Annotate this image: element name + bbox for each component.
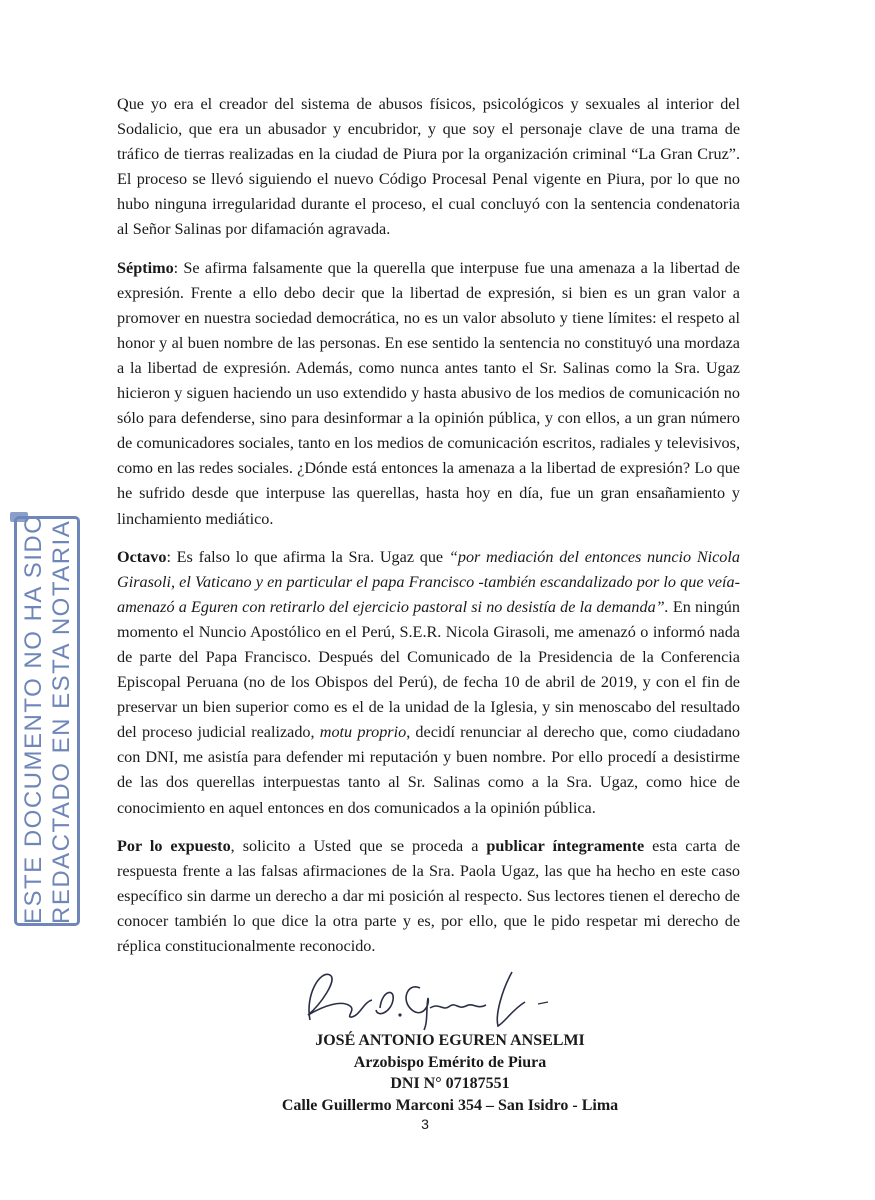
emphasis-text: publicar íntegramente [486, 836, 645, 855]
stamp-line-1: ESTE DOCUMENTO NO HA SIDO [20, 513, 47, 924]
paragraph-text: Que yo era el creador del sistema de abusos físicos, psicológicos y sexuales al interior del Sodalicio, que era un abusador y encubridor, y que soy el personaje clave de una trama de tráfico de tierras realizadas en la ciudad de Piura por la organización criminal “La Gran Cruz”. El proceso se llevó siguiendo el nuevo Código Procesal Penal vigente en Piura, por lo que no hubo ninguna irregularidad durante el proceso, el cual concluyó con la sentencia condenatoria al Señor Salinas por difamación agravada. [117, 95, 740, 239]
paragraph-text: : Se afirma falsamente que la querella que interpuse fue una amenaza a la libertad de expresión. Frente a ello debo decir que la libertad de expresión, si bien es un gran valor a promover en nuestra sociedad democrática, no es un valor absoluto y tiene límites: el respeto al honor y al buen nombre de las personas. En ese sentido la sentencia no constituyó una mordaza a la libertad de expresión. Además, como nunca antes tanto el Sr. Salinas como la Sra. Ugaz hicieron y siguen haciendo un uso extendido y hasta abusivo de los medios de comunicación no sólo para defenderse, sino para desinformar a la opinión pública, y con ellos, a un gran número de comunicadores sociales, tanto en los medios de comunicación escritos, radiales y televisivos, como en las redes sociales. ¿Dónde está entonces la amenaza a la libertad de expresión? Lo que he sufrido desde que interpuse las querellas, hasta hoy en día, fue un gran ensañamiento y linchamiento mediático. [117, 258, 740, 528]
section-label: Octavo [117, 547, 167, 566]
signer-address: Calle Guillermo Marconi 354 – San Isidro - Lima [281, 1096, 619, 1114]
signature-block [200, 1030, 700, 1116]
page-number: 3 [421, 1116, 429, 1132]
signer-dni: DNI N° 07187551 [390, 1075, 510, 1092]
notary-stamp [14, 513, 80, 926]
paragraph-continuation [117, 92, 740, 243]
stamp-line-2: REDACTADO EN ESTA NOTARIA [48, 519, 75, 924]
paragraph-conclusion [117, 834, 740, 959]
handwritten-signature [290, 960, 560, 1040]
latin-phrase: motu proprio [319, 723, 407, 742]
section-label: Séptimo [117, 258, 174, 277]
quoted-text: “por mediación del entonces nuncio Nicola Girasoli, el Vaticano y en particular el papa Francisco -también escandalizado por lo que veía- amenazó a Eguren con retirarlo del ejercicio pastoral si no desistía de la demanda”. [117, 547, 740, 616]
paragraph-septimo [117, 256, 740, 532]
paragraph-octavo [117, 545, 740, 821]
paragraph-text: , decidí renunciar al derecho que, como ciudadano con DNI, me asistía para defender mi reputación y buen nombre. Por ello procedí a desistirme de las dos querellas interpuestas tanto al Sr. Salinas como a la Sra. Ugaz, como hice de conocimiento en aquel entonces en dos comunicados a la opinión pública. [117, 723, 741, 817]
signer-title: Arzobispo Emérito de Piura [353, 1053, 547, 1071]
signer-name: JOSÉ ANTONIO EGUREN ANSELMI [315, 1032, 585, 1049]
paragraph-text: esta carta de respuesta frente a las falsas afirmaciones de la Sra. Paola Ugaz, las que ha hecho en este caso específico sin darme un derecho a dar mi posición al respecto. Sus lectores tienen el derecho de conocer también lo que dice la otra parte y es, por ello, que le pido respetar mi derecho de réplica constitucionalmente reconocido. [117, 836, 741, 955]
stamp-text [20, 513, 80, 924]
paragraph-text: : Es falso lo que afirma la Sra. Ugaz que [166, 547, 449, 566]
paragraph-text: En ningún momento el Nuncio Apostólico en el Perú, S.E.R. Nicola Girasoli, me amenazó o informó nada de parte del Papa Francisco. Después del Comunicado de la Presidencia de la Conferencia Episcopal Peruana (no de los Obispos del Perú), de fecha 10 de abril de 2019, y con el fin de preservar un bien superior como es el de la unidad de la Iglesia, y sin menoscabo del resultado del proceso judicial realizado, [117, 597, 740, 742]
section-label: Por lo expuesto [117, 836, 231, 855]
letter-body [117, 92, 740, 972]
paragraph-text: , solicito a Usted que se proceda a [230, 836, 487, 855]
